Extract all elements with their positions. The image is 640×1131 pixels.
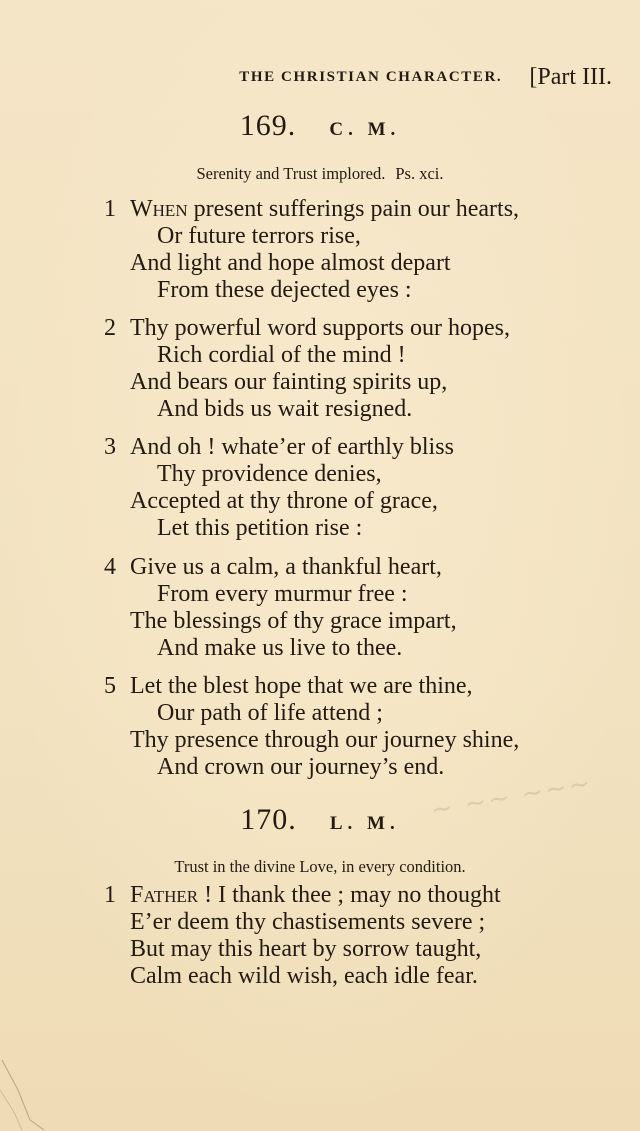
- first-line-rest: ! I thank thee ; may no thought: [198, 882, 501, 908]
- verse-line: [0, 223, 640, 250]
- hymn-170-heading: [0, 803, 640, 837]
- verse-line: [0, 515, 640, 542]
- hymn-169-verse-3: [0, 434, 640, 542]
- verse-line: [0, 963, 640, 990]
- verse-line: [0, 434, 640, 461]
- verse-line-text: Calm each wild wish, each idle fear.: [130, 963, 478, 989]
- initial-word: When: [130, 196, 188, 222]
- verse-number: 4: [104, 554, 116, 580]
- hymn-169-verse-1: [0, 196, 640, 304]
- verse-first-line: Thy powerful word supports our hopes,: [130, 315, 510, 341]
- hymn-169-subtitle: [0, 164, 640, 184]
- verse-line: [0, 396, 640, 423]
- hymn-170-subtitle: [0, 857, 640, 877]
- verse-line: [0, 936, 640, 963]
- verse-line: [0, 673, 640, 700]
- running-title: THE CHRISTIAN CHARACTER.: [239, 69, 503, 85]
- verse-line: [0, 581, 640, 608]
- verse-line: [0, 727, 640, 754]
- verse-number: 2: [104, 315, 116, 341]
- part-label: [Part III.: [529, 64, 612, 90]
- indented-line: Rich cordial of the mind !: [157, 342, 406, 368]
- verse-number: 1: [104, 882, 116, 908]
- verse-line-text: E’er deem thy chastisements severe ;: [130, 909, 486, 935]
- verse-line: [0, 882, 640, 909]
- verse-first-line: [130, 882, 501, 909]
- indented-line: From every murmur free :: [157, 581, 408, 607]
- verse-line: [0, 488, 640, 515]
- verse-number: 5: [104, 673, 116, 699]
- page-corner-mark: [0, 1050, 60, 1131]
- indented-line: And bids us wait resigned.: [157, 396, 413, 422]
- verse-number: 1: [104, 196, 116, 222]
- verse-line-text: Accepted at thy throne of grace,: [130, 488, 438, 514]
- hymn-169-verse-4: [0, 554, 640, 662]
- scripture-reference: Ps. xci.: [395, 164, 444, 183]
- verse-line: [0, 369, 640, 396]
- hymn-meter: C. M.: [329, 119, 401, 140]
- verse-line: [0, 342, 640, 369]
- indented-line: Let this petition rise :: [157, 515, 363, 541]
- indented-line: Our path of life attend ;: [157, 700, 383, 726]
- verse-line-text: And light and hope almost depart: [130, 250, 451, 276]
- verse-first-line: Give us a calm, a thankful heart,: [130, 554, 442, 580]
- verse-line: [0, 635, 640, 662]
- hymn-number: 169.: [239, 109, 297, 142]
- verse-line: [0, 196, 640, 223]
- verse-line-text: Thy presence through our journey shine,: [130, 727, 520, 753]
- verse-first-line: [130, 196, 519, 223]
- verse-first-line: Let the blest hope that we are thine,: [130, 673, 473, 699]
- verse-line-text: The blessings of thy grace impart,: [130, 608, 457, 634]
- verse-line-text: But may this heart by sorrow taught,: [130, 936, 482, 962]
- hymn-169-verse-2: [0, 315, 640, 423]
- running-head: [0, 64, 612, 91]
- hymn-170-verse-1: [0, 882, 640, 990]
- first-line-rest: present sufferings pain our hearts,: [187, 196, 520, 222]
- subtitle-text: Serenity and Trust implored.: [196, 164, 386, 183]
- verse-line: [0, 700, 640, 727]
- hymn-169-verse-5: [0, 673, 640, 781]
- indented-line: And crown our journey’s end.: [157, 754, 445, 780]
- verse-first-line: And oh ! whate’er of earthly bliss: [130, 434, 454, 460]
- indented-line: And make us live to thee.: [157, 635, 403, 661]
- verse-line: [0, 909, 640, 936]
- hymn-meter: L. M.: [329, 813, 400, 834]
- verse-line: [0, 554, 640, 581]
- verse-number: 3: [104, 434, 116, 460]
- indented-line: From these dejected eyes :: [157, 277, 412, 303]
- indented-line: Thy providence denies,: [157, 461, 382, 487]
- verse-line: [0, 608, 640, 635]
- verse-line: [0, 461, 640, 488]
- verse-line: [0, 250, 640, 277]
- verse-line: [0, 277, 640, 304]
- hymn-169-heading: [0, 109, 640, 143]
- hymn-number: 170.: [240, 803, 297, 836]
- indented-line: Or future terrors rise,: [157, 223, 361, 249]
- verse-line-text: And bears our fainting spirits up,: [130, 369, 448, 395]
- pencil-marginalia: ~ ~~ ~~~: [428, 768, 595, 826]
- subtitle-text: Trust in the divine Love, in every condition.: [174, 857, 466, 876]
- initial-word: Father: [130, 882, 199, 908]
- verse-line: [0, 315, 640, 342]
